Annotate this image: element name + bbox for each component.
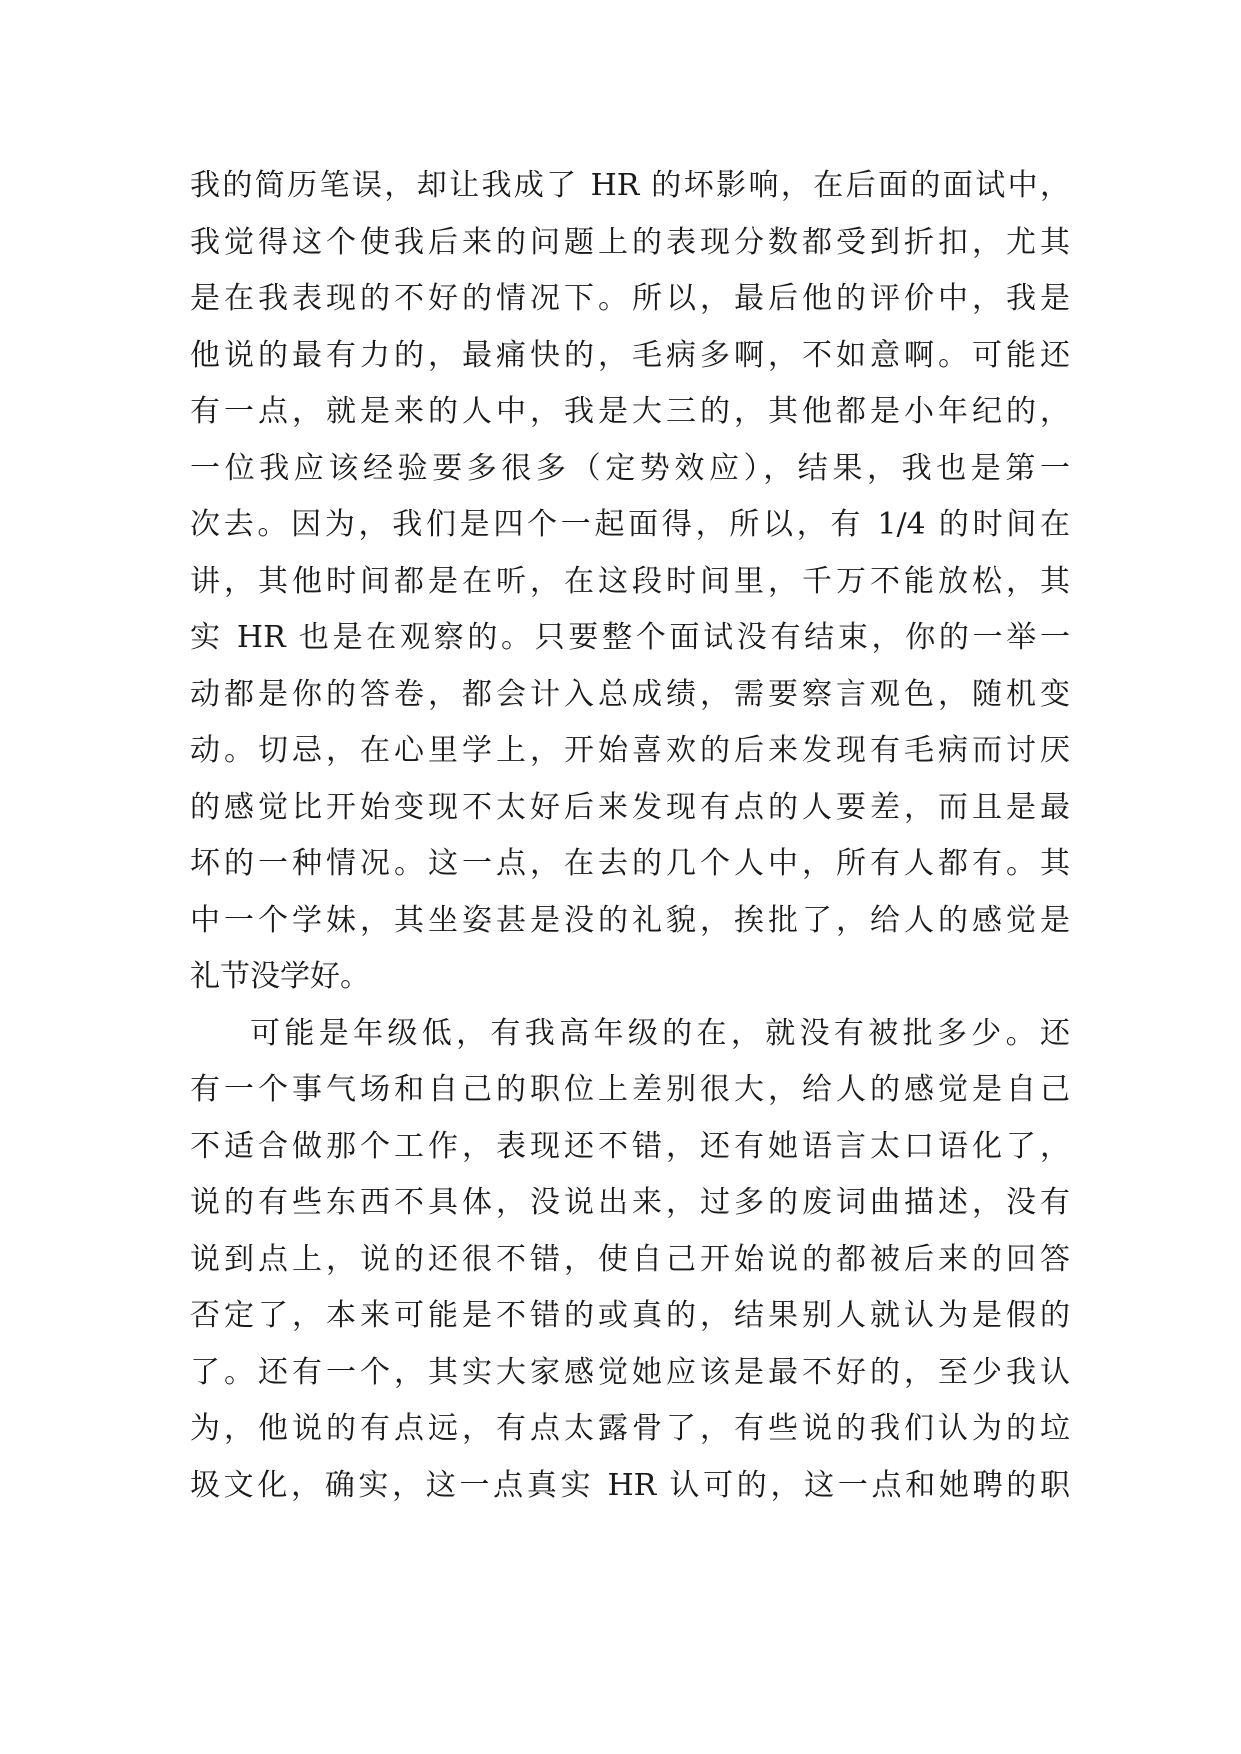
text-line: 一位我应该经验要多很多（定势效应），结果，我也是第一: [190, 450, 1070, 486]
text-line: 动。切忌，在心里学上，开始喜欢的后来发现有毛病而讨厌: [190, 733, 1070, 768]
text-line: 次去。因为，我们是四个一起面得，所以，有 1/4 的时间在: [190, 507, 1070, 542]
text-line: 他说的最有力的，最痛快的，毛病多啊，不如意啊。可能还: [190, 337, 1070, 373]
text-line: 否定了，本来可能是不错的或真的，结果别人就认为是假的: [190, 1298, 1070, 1333]
text-line: 我的简历笔误，却让我成了 HR 的坏影响，在后面的面试中，: [190, 168, 1070, 203]
text-line: 有一个事气场和自己的职位上差别很大，给人的感觉是自己: [190, 1072, 1070, 1107]
text-line: 为，他说的有点远，有点太露骨了，有些说的我们认为的垃: [190, 1411, 1070, 1446]
body-text: [190, 158, 1070, 1514]
text-line: 我觉得这个使我后来的问题上的表现分数都受到折扣，尤其: [190, 224, 1070, 260]
text-line: 是在我表现的不好的情况下。所以，最后他的评价中，我是: [190, 281, 1070, 316]
text-line: 坏的一种情况。这一点，在去的几个人中，所有人都有。其: [190, 846, 1070, 881]
text-line: 说到点上，说的还很不错，使自己开始说的都被后来的回答: [190, 1241, 1070, 1277]
text-line: 了。还有一个，其实大家感觉她应该是最不好的，至少我认: [190, 1354, 1070, 1390]
paragraph-2: [190, 1006, 1070, 1515]
text-line: 讲，其他时间都是在听，在这段时间里，千万不能放松，其: [190, 563, 1070, 599]
text-line: 中一个学妹，其坐姿甚是没的礼貌，挨批了，给人的感觉是: [190, 902, 1070, 938]
text-line: 可能是年级低，有我高年级的在，就没有被批多少。还: [250, 1015, 1070, 1051]
text-line: 礼节没学好。: [190, 959, 370, 994]
text-line: 不适合做那个工作，表现还不错，还有她语言太口语化了，: [190, 1128, 1070, 1164]
text-line: 动都是你的答卷，都会计入总成绩，需要察言观色，随机变: [190, 676, 1070, 712]
text-line: 说的有些东西不具体，没说出来，过多的废词曲描述，没有: [190, 1185, 1070, 1220]
text-line: 圾文化，确实，这一点真实 HR 认可的，这一点和她聘的职: [190, 1467, 1070, 1503]
text-line: 的感觉比开始变现不太好后来发现有点的人要差，而且是最: [190, 789, 1070, 825]
text-line: 有一点，就是来的人中，我是大三的，其他都是小年纪的，: [190, 394, 1070, 429]
paragraph-1: [190, 158, 1070, 1006]
text-line: 实 HR 也是在观察的。只要整个面试没有结束，你的一举一: [190, 620, 1070, 655]
